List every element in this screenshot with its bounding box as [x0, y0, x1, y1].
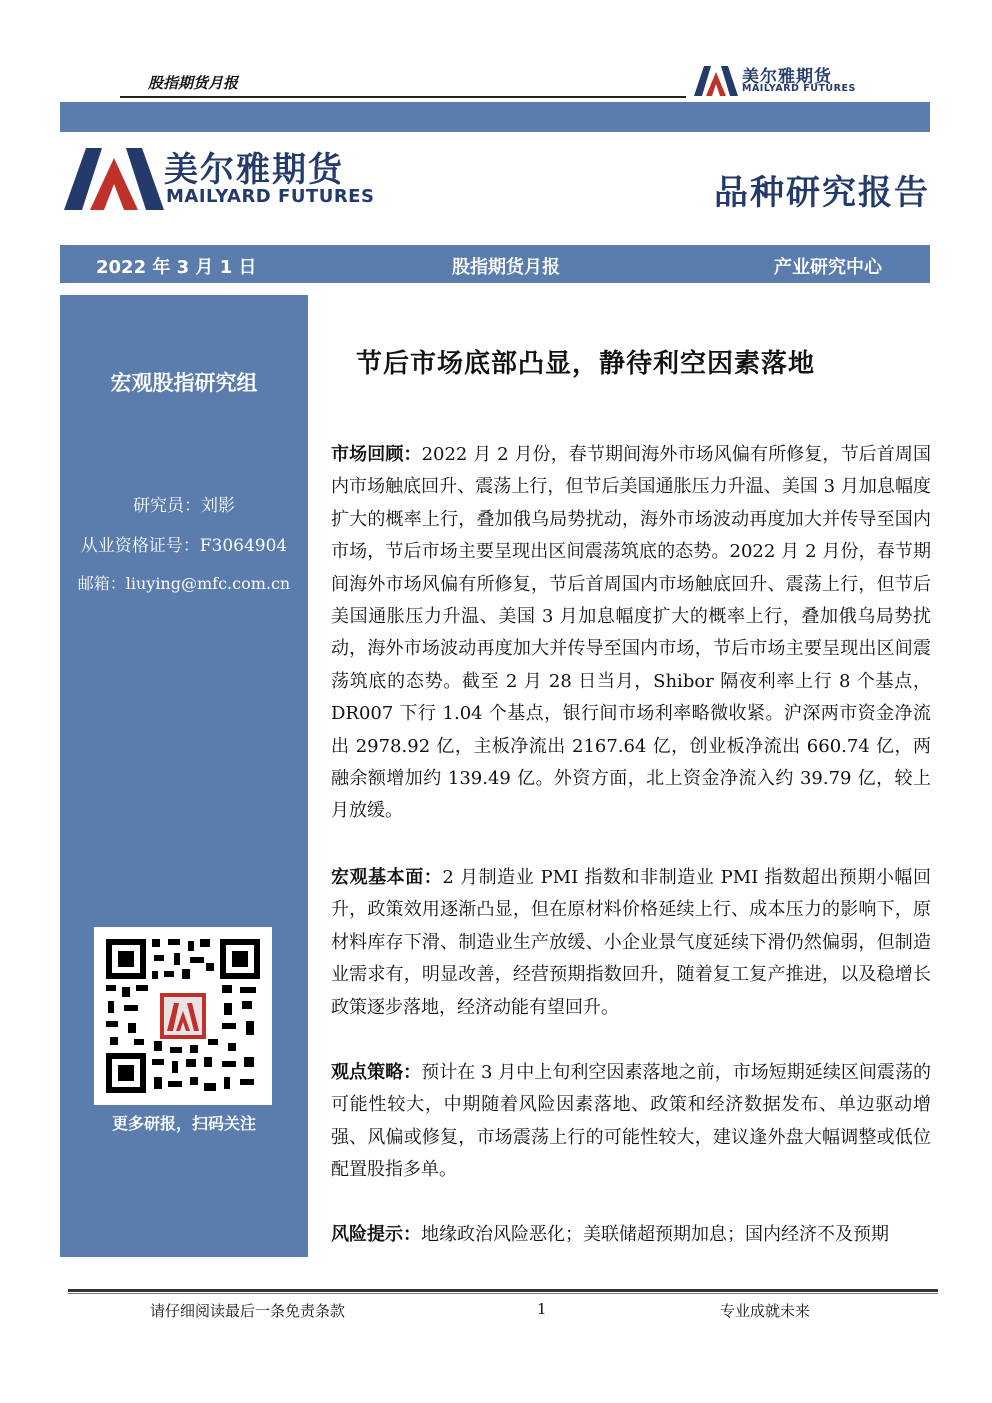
- article-headline: 节后市场底部凸显，静待利空因素落地: [356, 349, 816, 379]
- header-logo: [694, 62, 864, 98]
- section-risk: [331, 1219, 931, 1251]
- section-label: 市场回顾：: [331, 444, 422, 465]
- report-name: 股指期货月报: [452, 257, 560, 278]
- section-strategy: [331, 1057, 931, 1187]
- qr-code: [94, 927, 272, 1105]
- logo-en-large: MAILYARD FUTURES: [166, 186, 375, 207]
- footer-rule: [68, 1289, 938, 1292]
- section-text: 2 月制造业 PMI 指数和非制造业 PMI 指数超出预期小幅回升，政策效用逐渐凸显，但在原材料价格延续上行、成本压力的影响下，原材料库存下滑、制造业生产放缓、小企业景气度延续下滑仍然偏弱，但制造业需求有，明显改善，经营预期指数回升，随着复工复产推进，以及稳增长政策逐步落地，经济动能有望回升。: [331, 867, 931, 1018]
- info-bar: [60, 245, 930, 283]
- report-type-title: 品种研究报告: [714, 173, 930, 213]
- logo-cn-small: 美尔雅期货: [742, 67, 832, 87]
- brand-logo: [56, 140, 376, 216]
- logo-cn-large: 美尔雅期货: [164, 150, 344, 190]
- sidebar: [60, 295, 308, 1257]
- section-label: 观点策略：: [331, 1062, 422, 1083]
- section-label: 风险提示：: [331, 1224, 421, 1245]
- footer-disclaimer: 请仔细阅读最后一条免责条款: [150, 1302, 346, 1320]
- report-date: 2022 年 3 月 1 日: [96, 257, 257, 278]
- mailyard-logo-large-icon: [64, 144, 164, 214]
- section-text: 地缘政治风险恶化；美联储超预期加息；国内经济不及预期: [421, 1224, 889, 1245]
- header-rule: [120, 96, 686, 98]
- analyst-email: 邮箱：liuying@mfc.com.cn: [77, 574, 291, 593]
- footer-slogan: 专业成就未来: [720, 1302, 811, 1320]
- certificate-number: 从业资格证号：F3064904: [80, 536, 288, 556]
- analyst-name: 研究员：刘影: [133, 496, 235, 516]
- footer-rule-thin: [68, 1293, 938, 1294]
- department: 产业研究中心: [774, 257, 882, 278]
- section-text: 2022 月 2 月份，春节期间海外市场风偏有所修复，节后首周国内市场触底回升、震荡上行，但节后美国通胀压力升温、美国 3 月加息幅度扩大的概率上行，叠加俄乌局势扰动，海外市场波动再度加大并传导至国内市场，节后市场主要呈现出区间震荡筑底的态势。2022 月 2 月份，春节期间海外市场风偏有所修复，节后首周国内市场触底回升、震荡上行，但节后美国通胀压力升温、美国 3 月加息幅度扩大的概率上行，叠加俄乌局势扰动，海外市场波动再度加大并传导至国内市场，节后市场主要呈现出区间震荡筑底的态势。截至 2 月 28 日当月，Shibor 隔夜利率上行 8 个基点，DR007 下行 1.04 个基点，银行间市场利率略微收紧。沪深两市资金净流出 2978.92 亿，主板净流出 2167.64 亿，创业板净流出 660.74 亿，两融余额增加约 139.49 亿。外资方面，北上资金净流入约 39.79 亿，较上月放缓。: [331, 444, 931, 822]
- logo-en-small: MAILYARD FUTURES: [742, 83, 856, 94]
- research-group: 宏观股指研究组: [110, 371, 258, 395]
- mailyard-logo-icon: [694, 64, 738, 98]
- page-number: 1: [537, 1300, 547, 1318]
- qr-code-icon: [94, 927, 272, 1105]
- header-band: [60, 102, 930, 132]
- section-label: 宏观基本面：: [331, 867, 443, 888]
- running-title: 股指期货月报: [148, 74, 239, 92]
- qr-caption: 更多研报，扫码关注: [111, 1114, 256, 1133]
- section-macro: [331, 862, 931, 1024]
- section-market-review: [331, 439, 931, 828]
- section-text: 预计在 3 月中上旬利空因素落地之前，市场短期延续区间震荡的可能性较大，中期随着风险因素落地、政策和经济数据发布、单边驱动增强、风偏或修复，市场震荡上行的可能性较大，建议逢外盘大幅调整或低位配置股指多单。: [331, 1062, 931, 1181]
